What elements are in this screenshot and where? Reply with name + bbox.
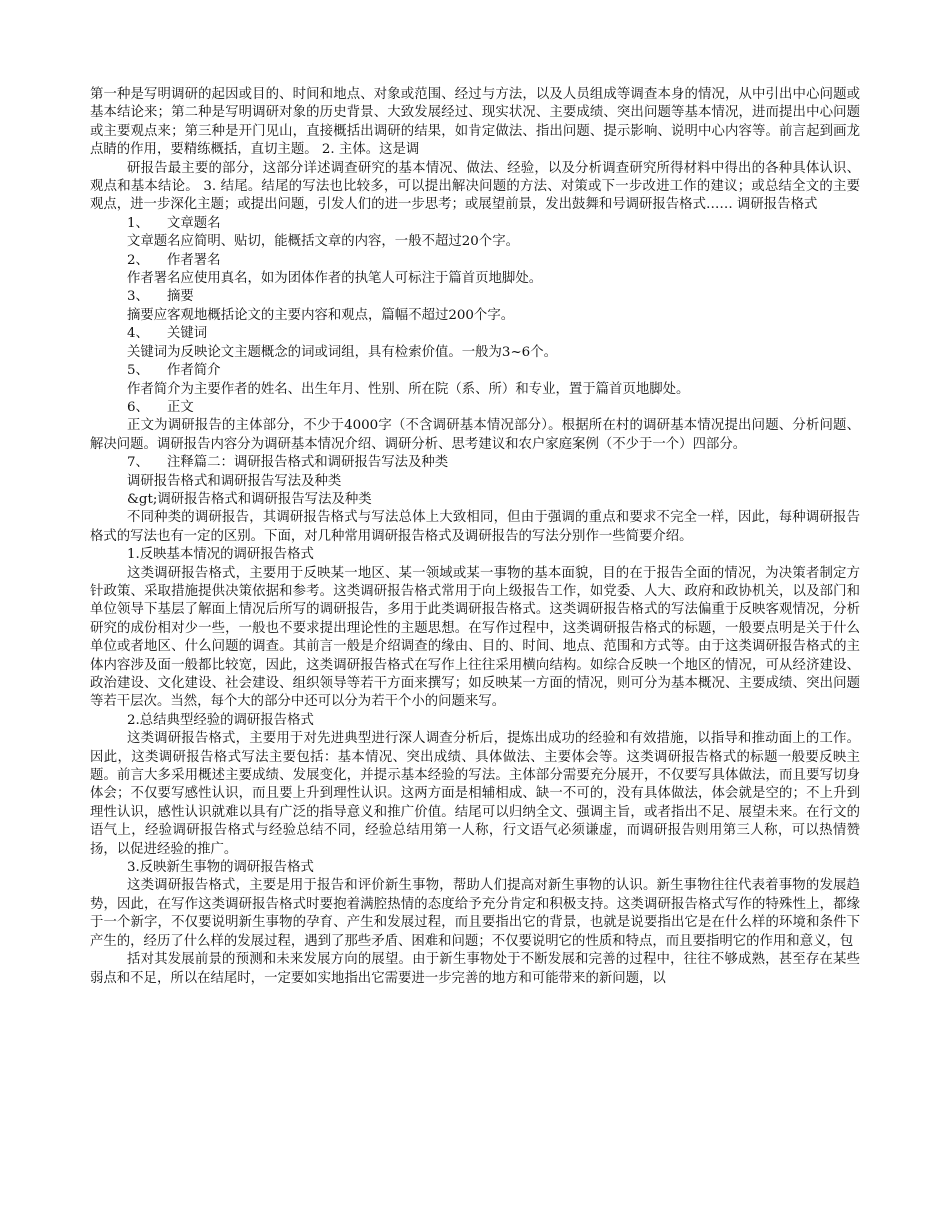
item-title: 作者署名 (167, 252, 221, 268)
body-paragraph: 研报告最主要的部分，这部分详述调查研究的基本情况、做法、经验，以及分析调查研究所得材料中得出的各种具体认识、观点和基本结论。 3. 结尾。结尾的写法也比较多，可以提出解决问题的方法、对策或下一步改进工作的建议；或总结全文的主要观点，进一步深化主题；或提出问题，引发人们的进一步思考；或展望前景，发出鼓舞和号调研报告格式…… 调研报告格式 (90, 160, 860, 213)
item-body: 摘要应客观地概括论文的主要内容和观点，篇幅不超过200个字。 (127, 307, 515, 323)
item-body: 关键词为反映论文主题概念的词或词组，具有检索价值。一般为3~6个。 (127, 344, 557, 360)
item-title: 文章题名 (167, 215, 221, 231)
closing-paragraph: 括对其发展前景的预测和未来发展方向的展望。由于新生事物处于不断发展和完善的过程中，往往不够成熟，甚至存在某些弱点和不足，所以在结尾时，一定要如实地指出它需要进一步完善的地方和可能带来的新问题，以 (90, 952, 860, 986)
item-heading (90, 215, 860, 233)
item-body: 作者简介为主要作者的姓名、出生年月、性别、所在院（系、所）和专业，置于篇首页地脚处。 (127, 381, 690, 397)
section-heading: 2.总结典型经验的调研报告格式 (127, 712, 314, 728)
item-heading (90, 288, 860, 306)
item-heading (90, 325, 860, 343)
document-body (90, 86, 860, 988)
item-number: 4、 (127, 326, 149, 342)
overview-paragraph: 不同种类的调研报告，其调研报告格式与写法总体上大致相同，但由于强调的重点和要求不完全一样，因此，每种调研报告格式的写法也有一定的区别。下面，对几种常用调研报告格式及调研报告的写法分别作一些简要介绍。 (90, 510, 860, 544)
section-paragraph: 这类调研报告格式，主要用于反映某一地区、某一领域或某一事物的基本面貌，目的在于报告全面的情况，为决策者制定方针政策、采取措施提供决策依据和参考。这类调研报告格式常用于向上级报告工作，如党委、人大、政府和政协机关，以及部门和单位领导下基层了解面上情况后所写的调研报告，多用于此类调研报告格式。这类调研报告格式的写法偏重于反映客观情况，分析研究的成份相对少一些，一般也不要求提出理论性的主题思想。在写作过程中，这类调研报告格式的标题，一般要点明是关于什么单位或者地区、什么问题的调查。其前言一般是介绍调查的缘由、目的、时间、地点、范围和方式等。由于这类调研报告格式的主体内容涉及面一般都比较宽，因此，这类调研报告格式在写作上往往采用横向结构。如综合反映一个地区的情况，可从经济建设、政治建设、文化建设、社会建设、组织领导等若干方面来撰写；如反映某一方面的情况，则可分为基本概况、主要成绩、突出问题等若干层次。当然，每个大的部分中还可以分为若干个小的问题来写。 (90, 565, 860, 710)
item-number: 5、 (127, 363, 149, 379)
section-paragraph: 这类调研报告格式，主要用于对先进典型进行深人调查分析后，提炼出成功的经验和有效措施，以指导和推动面上的工作。因此，这类调研报告格式写法主要包括：基本情况、突出成绩、具体做法、主要体会等。这类调研报告格式的标题一般要反映主题。前言大多采用概述主要成绩、发展变化，并提示基本经验的写法。主体部分需要充分展开，不仅要写具体做法，而且要写切身体会；不仅要写感性认识，而且要上升到理性认识。这两方面是相辅相成、缺一不可的，没有具体做法，体会就是空的；不上升到理性认识，感性认识就难以具有广泛的指导意义和推广价值。结尾可以归纳全文、强调主旨，或者指出不足、展望未来。在行文的语气上，经验调研报告格式与经验总结不同，经验总结用第一人称，行文语气必须谦虚，而调研报告则用第三人称，可以热情赞扬，以促进经验的推广。 (90, 731, 860, 857)
item-title: 注释篇二：调研报告格式和调研报告写法及种类 (167, 455, 449, 471)
item-heading (90, 399, 860, 417)
subtitle: 调研报告格式和调研报告写法及种类 (127, 473, 342, 489)
item-body: 文章题名应简明、贴切，能概括文章的内容，一般不超过20个字。 (127, 234, 519, 250)
item-body: 作者署名应使用真名，如为团体作者的执笔人可标注于篇首页地脚处。 (127, 271, 543, 287)
item-title: 作者简介 (167, 363, 221, 379)
item-heading (90, 362, 860, 380)
section-paragraph: 这类调研报告格式，主要是用于报告和评价新生事物，帮助人们提高对新生事物的认识。新生事物往往代表着事物的发展趋势，因此，在写作这类调研报告格式时要抱着满腔热情的态度给予充分肯定和积极支持。这类调研报告格式写作的特殊性上，都缘于一个新字，不仅要说明新生事物的孕育、产生和发展过程，而且要指出它的背景，也就是说要指出它是在什么样的环境和条件下产生的，经历了什么样的发展过程，遇到了那些矛盾、困难和问题；不仅要说明它的性质和特点，而且要指明它的作用和意义，包 (90, 878, 860, 949)
section-heading: 3.反映新生事物的调研报告格式 (127, 860, 314, 876)
intro-paragraph: 第一种是写明调研的起因或目的、时间和地点、对象或范围、经过与方法，以及人员组成等调查本身的情况，从中引出中心问题或基本结论来；第二种是写明调研对象的历史背景、大致发展经过、现实状况、主要成绩、突出问题等基本情况，进而提出中心问题或主要观点来；第三种是开门见山，直接概括出调研的结果，如肯定做法、指出问题、提示影响、说明中心内容等。前言起到画龙点睛的作用，要精练概括，直切主题。 2. 主体。这是调 (90, 87, 860, 158)
item-heading (90, 252, 860, 270)
item-number: 6、 (127, 399, 149, 415)
item-number: 2、 (127, 252, 149, 268)
item-number: 7、 (127, 455, 149, 471)
item-number: 1、 (127, 215, 149, 231)
section-heading: 1.反映基本情况的调研报告格式 (127, 547, 314, 563)
item-heading (90, 454, 860, 472)
item-title: 关键词 (167, 326, 208, 342)
item-title: 摘要 (167, 289, 194, 305)
subtitle: &gt;调研报告格式和调研报告写法及种类 (127, 491, 372, 507)
item-title: 正文 (167, 399, 194, 415)
item-body: 正文为调研报告的主体部分，不少于4000字（不含调研基本情况部分）。根据所在村的调研基本情况提出问题、分析问题、解决问题。调研报告内容分为调研基本情况介绍、调研分析、思考建议和农户家庭案例（不少于一个）四部分。 (90, 418, 860, 452)
item-number: 3、 (127, 289, 149, 305)
